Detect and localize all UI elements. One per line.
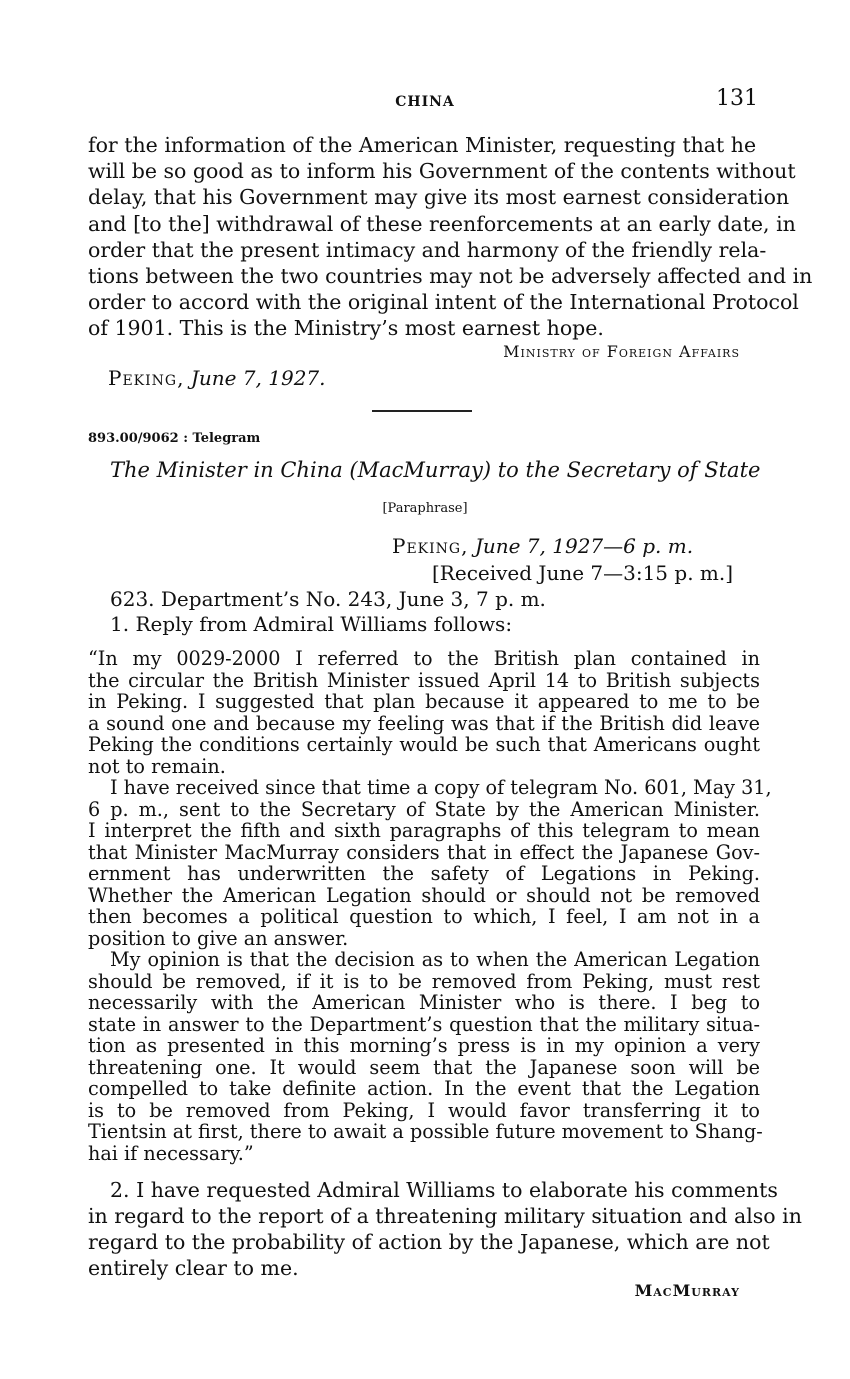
text-line: and [to the] withdrawal of these reenforcements at an early date, in <box>88 211 796 236</box>
text-line: order that the present intimacy and harmony of the friendly rela- <box>88 237 767 262</box>
quote-line: I interpret the fifth and sixth paragraphs of this telegram to mean <box>88 819 760 842</box>
quote-line: hai if necessary.” <box>88 1141 254 1165</box>
quote-line: a sound one and because my feeling was that if the British did leave <box>88 711 760 735</box>
ministry-signature: Ministry of Foreign Affairs <box>503 342 740 361</box>
quote-line: threatening one. It would seem that the Japanese soon will be <box>88 1055 760 1079</box>
heading-name: MacMurray <box>357 458 483 482</box>
heading-post: ) to the Secretary of State <box>482 458 761 482</box>
reference-line: 623. Department’s No. 243, June 3, 7 p. m. <box>110 587 546 611</box>
section-divider <box>372 410 472 412</box>
sender-signature: MacMurray <box>634 1281 740 1300</box>
quote-line: state in answer to the Department’s question that the military situa- <box>88 1012 760 1036</box>
quote-line: position to give an answer. <box>88 926 349 950</box>
file-number: 893.00/9062 : Telegram <box>88 431 261 446</box>
text-line: of 1901. This is the Ministry’s most earnest hope. <box>88 316 604 341</box>
received-note: [Received June 7—3:15 p. m.] <box>432 561 734 585</box>
text-line: order to accord with the original intent of the International Protocol <box>88 290 799 315</box>
reply-intro: 1. Reply from Admiral Williams follows: <box>110 612 513 636</box>
paraphrase-label: [Paraphrase] <box>382 501 468 516</box>
quote-line: Tientsin at first, there to await a possible future movement to Shang- <box>88 1120 763 1143</box>
dateline <box>392 534 693 558</box>
quote-line: ernment has underwritten the safety of Legations in Peking. <box>88 862 760 885</box>
text-line: tions between the two countries may not be adversely affected and in <box>88 264 813 289</box>
quote-line: in Peking. I suggested that plan because it appeared to me to be <box>88 690 760 713</box>
quote-line: the circular the British Minister issued April 14 to British subjects <box>88 668 760 692</box>
page-number: 131 <box>716 86 758 111</box>
quote-line: Peking the conditions certainly would be such that Americans ought <box>88 733 760 756</box>
quote-line: “In my 0029-2000 I referred to the British plan contained in <box>88 647 760 670</box>
quote-line: that Minister MacMurray considers that in effect the Japanese Gov- <box>88 840 760 864</box>
place-date-text: June 7, 1927. <box>190 366 326 390</box>
place-date <box>108 366 326 390</box>
text-line: regard to the probability of action by the Japanese, which are not <box>88 1230 770 1254</box>
text-line: 2. I have requested Admiral Williams to elaborate his comments <box>110 1178 778 1202</box>
text-line: delay, that his Government may give its most earnest consideration <box>88 185 790 210</box>
place-city: Peking, <box>108 366 185 390</box>
heading-pre: The Minister in China ( <box>110 458 358 482</box>
text-line: for the information of the American Minister, requesting that he <box>88 133 757 157</box>
text-line: in regard to the report of a threatening military situation and also in <box>88 1204 802 1228</box>
quote-line: then becomes a political question to which, I feel, I am not in a <box>88 905 760 928</box>
quote-line: Whether the American Legation should or should not be removed <box>88 883 760 907</box>
quote-line: My opinion is that the decision as to when the American Legation <box>110 948 760 971</box>
quoted-reply <box>88 647 772 1165</box>
quote-line: should be removed, if it is to be removed from Peking, must rest <box>88 969 760 993</box>
document-heading <box>110 458 760 482</box>
quote-line: necessarily with the American Minister who is there. I beg to <box>88 991 760 1014</box>
quote-line: I have received since that time a copy of telegram No. 601, May 31, <box>110 776 772 799</box>
intro-paragraph <box>88 132 813 342</box>
quote-line: is to be removed from Peking, I would favor transferring it to <box>88 1098 760 1122</box>
dateline-city: Peking, <box>392 534 469 558</box>
text-line: will be so good as to inform his Government of the contents without <box>88 159 796 184</box>
quote-line: 6 p. m., sent to the Secretary of State by the American Minister. <box>88 797 760 821</box>
closing-paragraph <box>88 1177 802 1281</box>
running-header: CHINA <box>395 94 455 110</box>
text-line: entirely clear to me. <box>88 1256 299 1280</box>
quote-line: not to remain. <box>88 754 226 778</box>
dateline-date: June 7, 1927—6 p. m. <box>474 534 694 558</box>
quote-line: tion as presented in this morning’s press is in my opinion a very <box>88 1034 760 1057</box>
quote-line: compelled to take definite action. In the event that the Legation <box>88 1077 760 1100</box>
